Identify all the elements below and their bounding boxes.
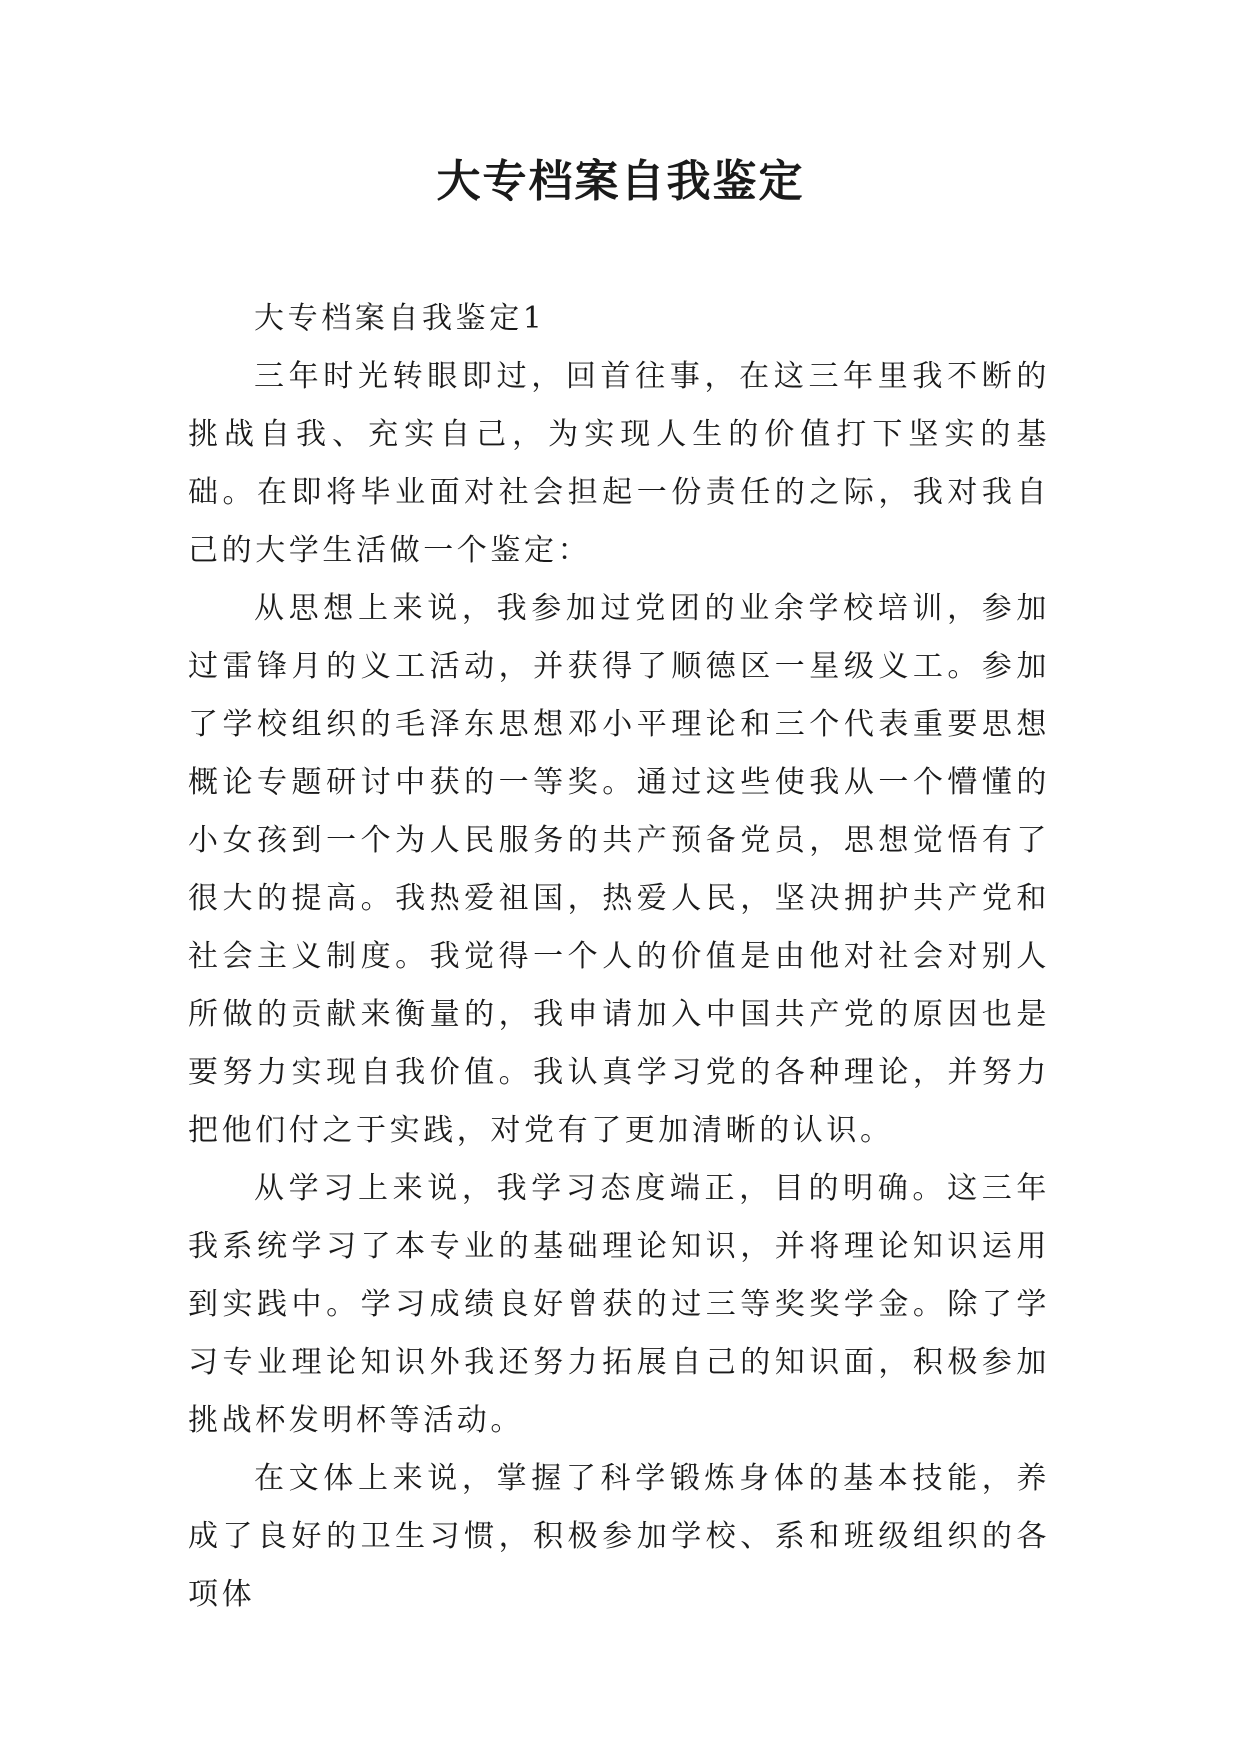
paragraph-ideology: 从思想上来说，我参加过党团的业余学校培训，参加过雷锋月的义工活动，并获得了顺德区一星级义工。参加了学校组织的毛泽东思想邓小平理论和三个代表重要思想概论专题研讨中获的一等奖。通过这些使我从一个懵懂的小女孩到一个为人民服务的共产预备党员，思想觉悟有了很大的提高。我热爱祖国，热爱人民，坚决拥护共产党和社会主义制度。我觉得一个人的价值是由他对社会对别人所做的贡献来衡量的，我申请加入中国共产党的原因也是要努力实现自我价值。我认真学习党的各种理论，并努力把他们付之于实践，对党有了更加清晰的认识。 <box>188 591 1050 1148</box>
paragraph-study: 从学习上来说，我学习态度端正，目的明确。这三年我系统学习了本专业的基础理论知识，并将理论知识运用到实践中。学习成绩良好曾获的过三等奖奖学金。除了学习专业理论知识外我还努力拓展自己的知识面，积极参加挑战杯发明杯等活动。 <box>188 1171 1050 1438</box>
document-title: 大专档案自我鉴定 <box>436 156 805 207</box>
document-body <box>188 290 1050 1624</box>
paragraph-intro: 三年时光转眼即过，回首往事，在这三年里我不断的挑战自我、充实自己，为实现人生的价值打下坚实的基础。在即将毕业面对社会担起一份责任的之际，我对我自己的大学生活做一个鉴定： <box>188 359 1050 568</box>
section-heading: 大专档案自我鉴定1 <box>254 301 546 336</box>
paragraph-sports: 在文体上来说，掌握了科学锻炼身体的基本技能，养成了良好的卫生习惯，积极参加学校、系和班级组织的各项体 <box>188 1461 1050 1612</box>
